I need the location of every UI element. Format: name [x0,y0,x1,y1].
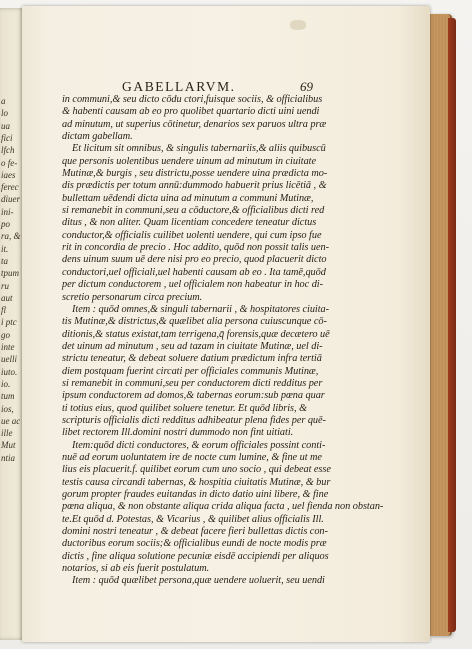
page-number: 69 [300,79,313,94]
text-line: Item : quōd omnes,& singuli tabernarii , & hospitatores ciuita- [72,303,330,315]
text-line: ductoribus eorum sociis;& officialibus eundi de nocte modis præ [62,538,327,550]
text-line: Item : quōd quælibet persona,quæ uendere uoluerit, seu uendi [72,575,325,587]
text-line: conductori,uel officiali,uel habenti causam ab eo . Ita tamē,quōd [62,266,326,278]
text-line: tis Mutinæ,& districtus,& quælibet alia persona cuiuscunque cō- [62,316,327,328]
text-line: strictu teneatur, & debeat soluere datium prædictum infra tertiā [62,353,322,365]
text-line: Mutinæ,& burgis , seu districtu,posse uendere uina prædicta mo- [62,168,328,180]
text-line: & habenti causam ab eo pro quolibet quartario dicti uini uendi [62,106,320,118]
facing-page-fragment: ferec [1,182,19,193]
text-line: pœna aliqua, & non obstante aliqua crida aliqua facta , uel fienda non obstan- [62,501,384,513]
running-head: GABELLARVM. [122,79,236,94]
facing-page-fragment: fl [1,305,7,316]
facing-page-fragment: go [1,329,10,340]
facing-page-fragment: ta [1,255,9,266]
text-line: si remanebit in communi,seu per conductorem dicti redditus per [62,377,323,389]
facing-page-fragment: iuto. [1,366,18,377]
text-line: ditus , & non aliter. Quam licentiam concedere teneatur dictus [62,217,317,229]
text-line: testis causa circandi tabernas, & hospitia ciuitatis Mutinæ, & bur [62,476,331,488]
text-line: diem postquam fuerint circati per officiales communis Mutinæ, [62,365,319,377]
facing-page-fragment: po [1,219,10,229]
facing-page-fragment: a [1,96,6,106]
facing-page-fragment: o fe- [1,157,18,168]
facing-page-fragment: inte [1,342,15,352]
text-line: lius eis placuerit.f. quilibet eorum cum uno socio , qui debeat esse [62,464,331,476]
text-line: Item:quōd dicti conductores, & eorum officiales possint conti- [72,439,326,451]
facing-page-fragment: Mut [1,440,16,451]
text-line: nuē ad eorum uoluntatem ire de nocte cum lumine, & fine ut me [62,451,322,463]
facing-page-fragment: ini- [1,206,14,217]
facing-page-fragment: aut [1,292,13,303]
facing-page-fragment: lfch [1,145,15,156]
text-line: scretio personarum circa precium. [62,291,203,303]
facing-page-fragment: ntia [1,452,16,463]
facing-page-fragment: tum [1,391,15,402]
text-line: libet rectorem Ill.domini nostri dummodo non fint uitiati. [62,427,294,439]
facing-page-fragment: ru [1,280,10,291]
text-line: ti totius eius, quod quilibet soluere tenetur. Et quōd libris, & [62,402,307,414]
text-line: ad minutum, ut superius cōtinetur, denarios sex paruos ultra præ [62,118,327,130]
facing-page-fragment: diuer [1,194,20,205]
facing-page-fragment: i ptc [1,317,17,328]
text-line: que personis uolentibus uendere uinum ad minutum in ciuitate [62,155,317,167]
text-line: dictis , fine aliqua solutione pecuniæ eisdē accipiendi per aliquos [62,550,329,562]
facing-page-fragment: ua [1,120,10,131]
text-line: Et licitum sit omnibus, & singulis tabernariis,& aliis quibuscū [72,143,326,155]
text-line: notarios, si ab eis fuerit postulatum. [62,563,210,575]
facing-page-fragment: uelli [1,354,17,365]
facing-page-fragment: tpum [1,268,19,279]
text-line: det uinum ad minutum , seu ad tazam in ciuitate Mutinæ, uel di- [62,340,323,352]
text-line: te.Et quōd d. Potestas, & Vicarius , & quilibet alius officialis Ill. [62,513,324,525]
facing-page-fragment: lo [1,108,9,119]
book-cover-edge [448,18,456,632]
facing-page-fragment: iaes [1,169,16,180]
facing-page-fragment: it. [1,243,9,254]
text-line: gorum propter fraudes euitandas in dicto datio uini libere, & fine [62,489,329,500]
text-line: per dictum conductorem , uel officialem non habeatur in hoc di- [62,279,323,291]
facing-page-fragment: ille [1,428,13,439]
text-line: bullettam uēdendi dicta uina ad minutum a communi Mutinæ, [62,192,314,204]
facing-page-fragment: ue ac [1,415,21,426]
text-line: ipsum conductorem ad domos,& tabernas eorum:sub pœna quar [62,390,325,402]
text-line: rit in concordia de precio . Hoc addito, quōd non possit talis uen- [62,242,330,254]
text-line: conductor,& officialis cuilibet uolenti uendere, qui cum ipso fue [62,229,322,241]
text-line: si remanebit in communi,seu a cōductore,& officialibus dicti red [62,205,325,217]
paper-stain [290,20,306,30]
text-line: in communi,& seu dicto cōdu ctori,fuisque sociis, & officialibus [62,94,323,105]
text-line: scripturis officialis dicti redditus adhibeatur plena fides per quē- [62,414,326,426]
facing-page-fragment: ios, [1,403,14,414]
text-line: dens uinum suum uē dere nisi pro eo precio, quod placuerit dicto [62,254,327,266]
facing-page-fragment: io. [1,378,11,389]
text-line: domini nostri teneatur , & debeat facere fieri bullettas dictis con- [62,526,328,538]
facing-page-fragment: ra, & [1,231,21,242]
body-text [62,94,412,588]
facing-page-fragment: fici [1,132,13,143]
text-line: dis prædictis per totum annū:dummodo habuerit prius licētiā , & [62,180,327,192]
text-line: ditionis,& status existat,tam terrigena,q̄ forensis,quæ decætero uē [62,328,330,340]
text-line: dictam gabellam. [62,131,133,143]
